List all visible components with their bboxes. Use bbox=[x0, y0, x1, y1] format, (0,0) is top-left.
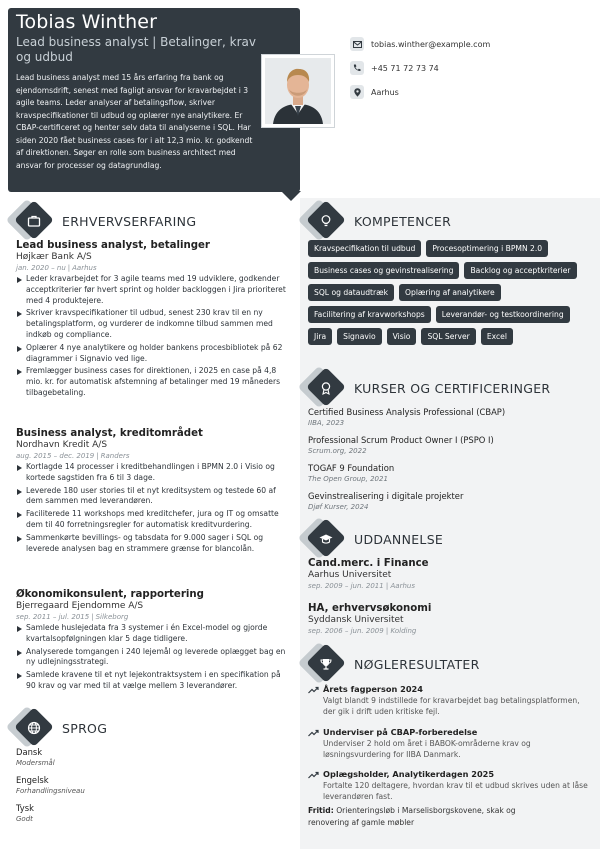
phone-text: +45 71 72 73 74 bbox=[371, 63, 439, 73]
certificate-icon bbox=[318, 380, 334, 396]
section-badge bbox=[310, 523, 342, 555]
course-org: IIBA, 2023 bbox=[308, 419, 345, 427]
result-description: Fortalte 120 deltagere, hvordan krav til et udbud skrives uden at låse leverandøren fast. bbox=[323, 781, 588, 801]
section-title: NØGLERESULTATER bbox=[354, 656, 480, 672]
phone-icon bbox=[350, 61, 364, 75]
experience-entry bbox=[16, 589, 290, 694]
profile-photo-portrait bbox=[265, 58, 331, 124]
header-card bbox=[8, 8, 300, 192]
skill-tag: Kravspecifikation til udbud bbox=[308, 240, 421, 257]
skills-heading bbox=[310, 205, 451, 237]
headline: Lead business analyst | Betalinger, krav og udbud bbox=[16, 35, 256, 64]
briefcase-icon bbox=[26, 213, 42, 229]
section-title: UDDANNELSE bbox=[354, 531, 444, 547]
bullet-item: Samlede huslejedata fra 3 systemer i én Excel-model og gjorde kvartalsopfølgningen klar 5 dage tidligere. bbox=[16, 623, 290, 645]
job-title: Business analyst, kreditområdet bbox=[16, 428, 203, 439]
education-meta: sep. 2006 – jun. 2009 | Kolding bbox=[308, 627, 417, 635]
section-title: KURSER OG CERTIFICERINGER bbox=[354, 380, 551, 396]
skill-tag: Business cases og gevinstrealisering bbox=[308, 262, 459, 279]
job-meta: aug. 2015 – dec. 2019 | Randers bbox=[16, 452, 130, 460]
result-entry bbox=[308, 727, 592, 760]
results-heading bbox=[310, 648, 480, 680]
section-badge bbox=[310, 648, 342, 680]
result-entry bbox=[308, 684, 592, 717]
section-badge bbox=[18, 712, 50, 744]
bullet-item: Faciliterede 11 workshops med kreditchefer, jura og IT og omsatte dem til 40 forretningsregler for automatisk kreditvurdering. bbox=[16, 509, 290, 531]
course-entry bbox=[308, 463, 394, 484]
course-entry bbox=[308, 491, 463, 512]
contact-list bbox=[350, 32, 490, 104]
job-dates: jan. 2020 – nu bbox=[16, 264, 66, 272]
job-bullets bbox=[16, 274, 290, 399]
skill-tag: Jira bbox=[308, 328, 332, 345]
trend-up-icon bbox=[308, 686, 319, 694]
course-name: Certified Business Analysis Professional (CBAP) bbox=[308, 407, 506, 417]
skill-tag: Visio bbox=[387, 328, 417, 345]
skill-tag: SQL Server bbox=[421, 328, 475, 345]
bullet-item: Leverede 180 user stories til et nyt kreditsystem og testede 60 af dem sammen med leverandøren. bbox=[16, 486, 290, 508]
section-title: SPROG bbox=[62, 720, 108, 736]
education-dates: sep. 2009 – jun. 2011 bbox=[308, 582, 384, 590]
job-title: Lead business analyst, betalinger bbox=[16, 240, 210, 251]
bullet-item: Oplærer 4 nye analytikere og holder bankens procesbibliotek på 62 diagrammer i Signavio ved lige. bbox=[16, 343, 290, 365]
course-org: Djøf Kurser, 2024 bbox=[308, 503, 369, 511]
course-org: Scrum.org, 2022 bbox=[308, 447, 367, 455]
contact-phone[interactable] bbox=[350, 56, 490, 80]
lightbulb-icon bbox=[318, 213, 334, 229]
education-school: Aarhus Universitet bbox=[308, 570, 392, 580]
education-location: Aarhus bbox=[390, 582, 415, 590]
job-location: Randers bbox=[100, 452, 130, 460]
contact-location bbox=[350, 80, 490, 104]
result-title: Årets fagperson 2024 bbox=[323, 684, 423, 694]
graduation-cap-icon bbox=[318, 531, 334, 547]
skill-tag: Signavio bbox=[337, 328, 381, 345]
language-name: Engelsk bbox=[16, 775, 49, 785]
education-heading bbox=[310, 523, 443, 555]
result-title: Underviser på CBAP-forberedelse bbox=[323, 727, 478, 737]
course-org: The Open Group, 2021 bbox=[308, 475, 388, 483]
language-entry bbox=[16, 747, 55, 768]
experience-heading bbox=[18, 205, 196, 237]
section-title: ERHVERVSERFARING bbox=[62, 213, 197, 229]
job-meta: jan. 2020 – nu | Aarhus bbox=[16, 264, 97, 272]
freetime-label: Fritid: bbox=[308, 806, 334, 815]
education-entry bbox=[308, 603, 431, 636]
skill-tag: Oplæring af analytikere bbox=[399, 284, 501, 301]
course-name: Professional Scrum Product Owner I (PSPO I) bbox=[308, 435, 494, 445]
languages-heading bbox=[18, 712, 107, 744]
course-name: Gevinstrealisering i digitale projekter bbox=[308, 491, 464, 501]
job-company: Bjerregaard Ejendomme A/S bbox=[16, 601, 144, 611]
job-bullets bbox=[16, 462, 290, 554]
skill-tag: Procesoptimering i BPMN 2.0 bbox=[426, 240, 548, 257]
section-title: KOMPETENCER bbox=[354, 213, 452, 229]
skills-list bbox=[308, 240, 592, 350]
job-location: Silkeborg bbox=[95, 613, 129, 621]
result-title: Oplægsholder, Analytikerdagen 2025 bbox=[323, 769, 495, 779]
bullet-item: Leder kravarbejdet for 3 agile teams med 19 udviklere, godkender acceptkriterier før hvert sprint og holder backloggen i Jira prioriteret med 4 produktejere. bbox=[16, 274, 290, 306]
job-company: Nordhavn Kredit A/S bbox=[16, 440, 108, 450]
education-location: Kolding bbox=[390, 627, 417, 635]
course-name: TOGAF 9 Foundation bbox=[308, 463, 395, 473]
location-text: Aarhus bbox=[371, 87, 399, 97]
section-badge bbox=[310, 372, 342, 404]
location-pin-icon bbox=[350, 85, 364, 99]
bullet-item: Fremlægger business cases for direktionen, i 2025 en case på 4,8 mio. kr. for automatisk afstemning af betalinger med 19 måneders tilbagebetaling. bbox=[16, 366, 290, 398]
skill-tag: Leverandør- og testkoordinering bbox=[436, 306, 570, 323]
language-level: Modersmål bbox=[16, 759, 55, 767]
bullet-item: Analyserede tomgangen i 240 lejemål og leverede oplægget bag en ny udlejningsstrategi. bbox=[16, 647, 290, 669]
language-level: Forhandlingsniveau bbox=[16, 787, 85, 795]
job-location: Aarhus bbox=[72, 264, 97, 272]
courses-heading bbox=[310, 372, 550, 404]
language-name: Tysk bbox=[16, 803, 34, 813]
section-badge bbox=[18, 205, 50, 237]
job-dates: aug. 2015 – dec. 2019 bbox=[16, 452, 95, 460]
course-entry bbox=[308, 435, 494, 456]
globe-icon bbox=[26, 720, 42, 736]
bullet-item: Skriver kravspecifikationer til udbud, senest 230 krav til en ny betalingsplatform, og vurderer de indkomne tilbud sammen med indkøb og compliance. bbox=[16, 308, 290, 340]
language-level: Godt bbox=[16, 815, 33, 823]
header-pointer bbox=[281, 191, 301, 201]
skill-tag: Facilitering af kravworkshops bbox=[308, 306, 431, 323]
email-text: tobias.winther@example.com bbox=[371, 39, 491, 49]
trophy-icon bbox=[318, 656, 334, 672]
course-entry bbox=[308, 407, 505, 428]
job-title: Økonomikonsulent, rapportering bbox=[16, 589, 204, 600]
result-description: Valgt blandt 9 indstillede for kravarbejdet bag betalingsplatformen, der gik i drift uden kritiske fejl. bbox=[323, 696, 580, 716]
job-meta: sep. 2011 – jul. 2015 | Silkeborg bbox=[16, 613, 129, 621]
language-entry bbox=[16, 775, 85, 796]
result-entry bbox=[308, 769, 592, 802]
bullet-item: Kortlagde 14 processer i kreditbehandlingen i BPMN 2.0 i Visio og kortede sagstiden fra 6 til 3 dage. bbox=[16, 462, 290, 484]
experience-entry bbox=[16, 428, 290, 556]
result-description: Underviser 2 hold om året i BABOK-områderne krav og løsningsvurdering for IIBA Danmark. bbox=[323, 739, 531, 759]
experience-entry bbox=[16, 240, 290, 401]
education-degree: HA, erhvervsøkonomi bbox=[308, 603, 432, 614]
bullet-item: Sammenkørte bevillings- og tabsdata for 9.000 sager i SQL og leverede analysen bag en strammere grænse for blancolån. bbox=[16, 533, 290, 555]
mail-icon bbox=[350, 37, 364, 51]
trend-up-icon bbox=[308, 771, 319, 779]
freetime-text: Orienteringsløb i Marselisborgskovene, skak og renovering af gamle møbler bbox=[308, 806, 516, 827]
education-entry bbox=[308, 558, 429, 591]
profile-summary: Lead business analyst med 15 års erfaring fra bank og ejendomsdrift, senest med fagligt ansvar for kravarbejdet i 3 agile teams. Leder analyser af betalingsflow, skriver kravspecifikationer til udbud og oplærer nye analytikere. Er CBAP-certificeret og henter selv data til analyserne i SQL. Har siden 2020 fået business cases for i alt 12,3 mio. kr. godkendt af direktionen. Søger en rolle som business architect med ansvar for processer og datagrundlag. bbox=[16, 73, 253, 170]
education-school: Syddansk Universitet bbox=[308, 615, 404, 625]
section-badge bbox=[310, 205, 342, 237]
skill-tag: SQL og dataudtræk bbox=[308, 284, 394, 301]
skill-tag: Excel bbox=[481, 328, 513, 345]
language-entry bbox=[16, 803, 34, 824]
profile-photo bbox=[262, 55, 334, 127]
trend-up-icon bbox=[308, 729, 319, 737]
skill-tag: Backlog og acceptkriterier bbox=[464, 262, 576, 279]
bullet-item: Samlede kravene til et nyt lejekontraktsystem i en specifikation på 90 krav og var med til at vælge mellem 3 leverandører. bbox=[16, 670, 290, 692]
language-name: Dansk bbox=[16, 747, 43, 757]
job-bullets bbox=[16, 623, 290, 692]
education-degree: Cand.merc. i Finance bbox=[308, 558, 429, 569]
freetime bbox=[308, 805, 548, 829]
candidate-name: Tobias Winther bbox=[16, 11, 158, 33]
job-company: Højkær Bank A/S bbox=[16, 252, 92, 262]
education-dates: sep. 2006 – jun. 2009 bbox=[308, 627, 384, 635]
job-dates: sep. 2011 – jul. 2015 bbox=[16, 613, 90, 621]
contact-email[interactable] bbox=[350, 32, 490, 56]
education-meta: sep. 2009 – jun. 2011 | Aarhus bbox=[308, 582, 415, 590]
